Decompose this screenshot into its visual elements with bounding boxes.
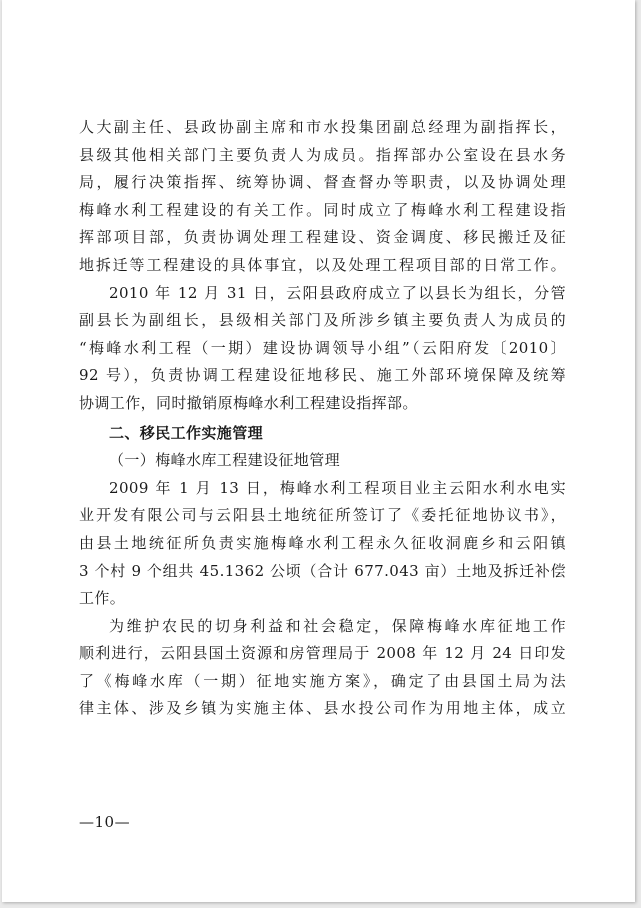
text-line: 律主体、涉及乡镇为实施主体、县水投公司作为用地主体，成立 <box>79 699 566 718</box>
paragraph-2 <box>79 280 566 418</box>
text-line: “梅峰水利工程（一期）建设协调领导小组”（云阳府发〔2010〕 <box>79 338 566 357</box>
text-line: 地拆迁等工程建设的具体事宜，以及处理工程项目部的日常工作。 <box>79 255 566 274</box>
text-line: 梅峰水利工程建设的有关工作。同时成立了梅峰水利工程建设指 <box>79 200 566 219</box>
text-line: 人大副主任、县政协副主席和市水投集团副总经理为副指挥长， <box>79 118 566 136</box>
page-number: —10— <box>79 813 131 831</box>
text-line: 县级其他相关部门主要负责人为成员。指挥部办公室设在县水务 <box>79 145 566 164</box>
text-line: 3 个村 9 个组共 45.1362 公顷（合计 677.043 亩）土地及拆迁补偿 <box>79 561 566 580</box>
text-line: 副县长为副组长，县级相关部门及所涉乡镇主要负责人为成员的 <box>79 311 566 330</box>
text-line: 顺利进行，云阳县国土资源和房管理局于 2008 年 12 月 24 日印发 <box>79 644 566 663</box>
page-content <box>79 114 566 723</box>
paragraph-4 <box>79 613 566 723</box>
text-line: 了《梅峰水库（一期）征地实施方案》，确定了由县国土局为法 <box>79 671 566 690</box>
paragraph-3 <box>79 475 566 613</box>
text-line: 工作。 <box>79 589 126 608</box>
paragraph-1 <box>79 114 566 280</box>
subsection-heading: （一）梅峰水库工程建设征地管理 <box>109 451 341 470</box>
text-line: 为维护农民的切身利益和社会稳定，保障梅峰水库征地工作 <box>109 616 566 635</box>
text-line: 局，履行决策指挥、统筹协调、督查督办等职责，以及协调处理 <box>79 173 566 192</box>
text-line: 挥部项目部，负责协调处理工程建设、资金调度、移民搬迁及征 <box>79 228 566 247</box>
text-line: 2009 年 1 月 13 日，梅峰水利工程项目业主云阳水利水电实 <box>109 478 566 497</box>
text-line: 由县土地统征所负责实施梅峰水利工程永久征收洞鹿乡和云阳镇 <box>79 533 566 552</box>
text-line: 业开发有限公司与云阳县土地统征所签订了《委托征地协议书》， <box>79 506 566 525</box>
text-line: 92 号），负责协调工程建设征地移民、施工外部环境保障及统筹 <box>79 366 566 385</box>
text-line: 协调工作，同时撤销原梅峰水利工程建设指挥部。 <box>79 393 418 412</box>
section-heading: 二、移民工作实施管理 <box>109 423 264 442</box>
document-page <box>2 0 635 902</box>
text-line: 2010 年 12 月 31 日，云阳县政府成立了以县长为组长，分管 <box>109 283 566 302</box>
